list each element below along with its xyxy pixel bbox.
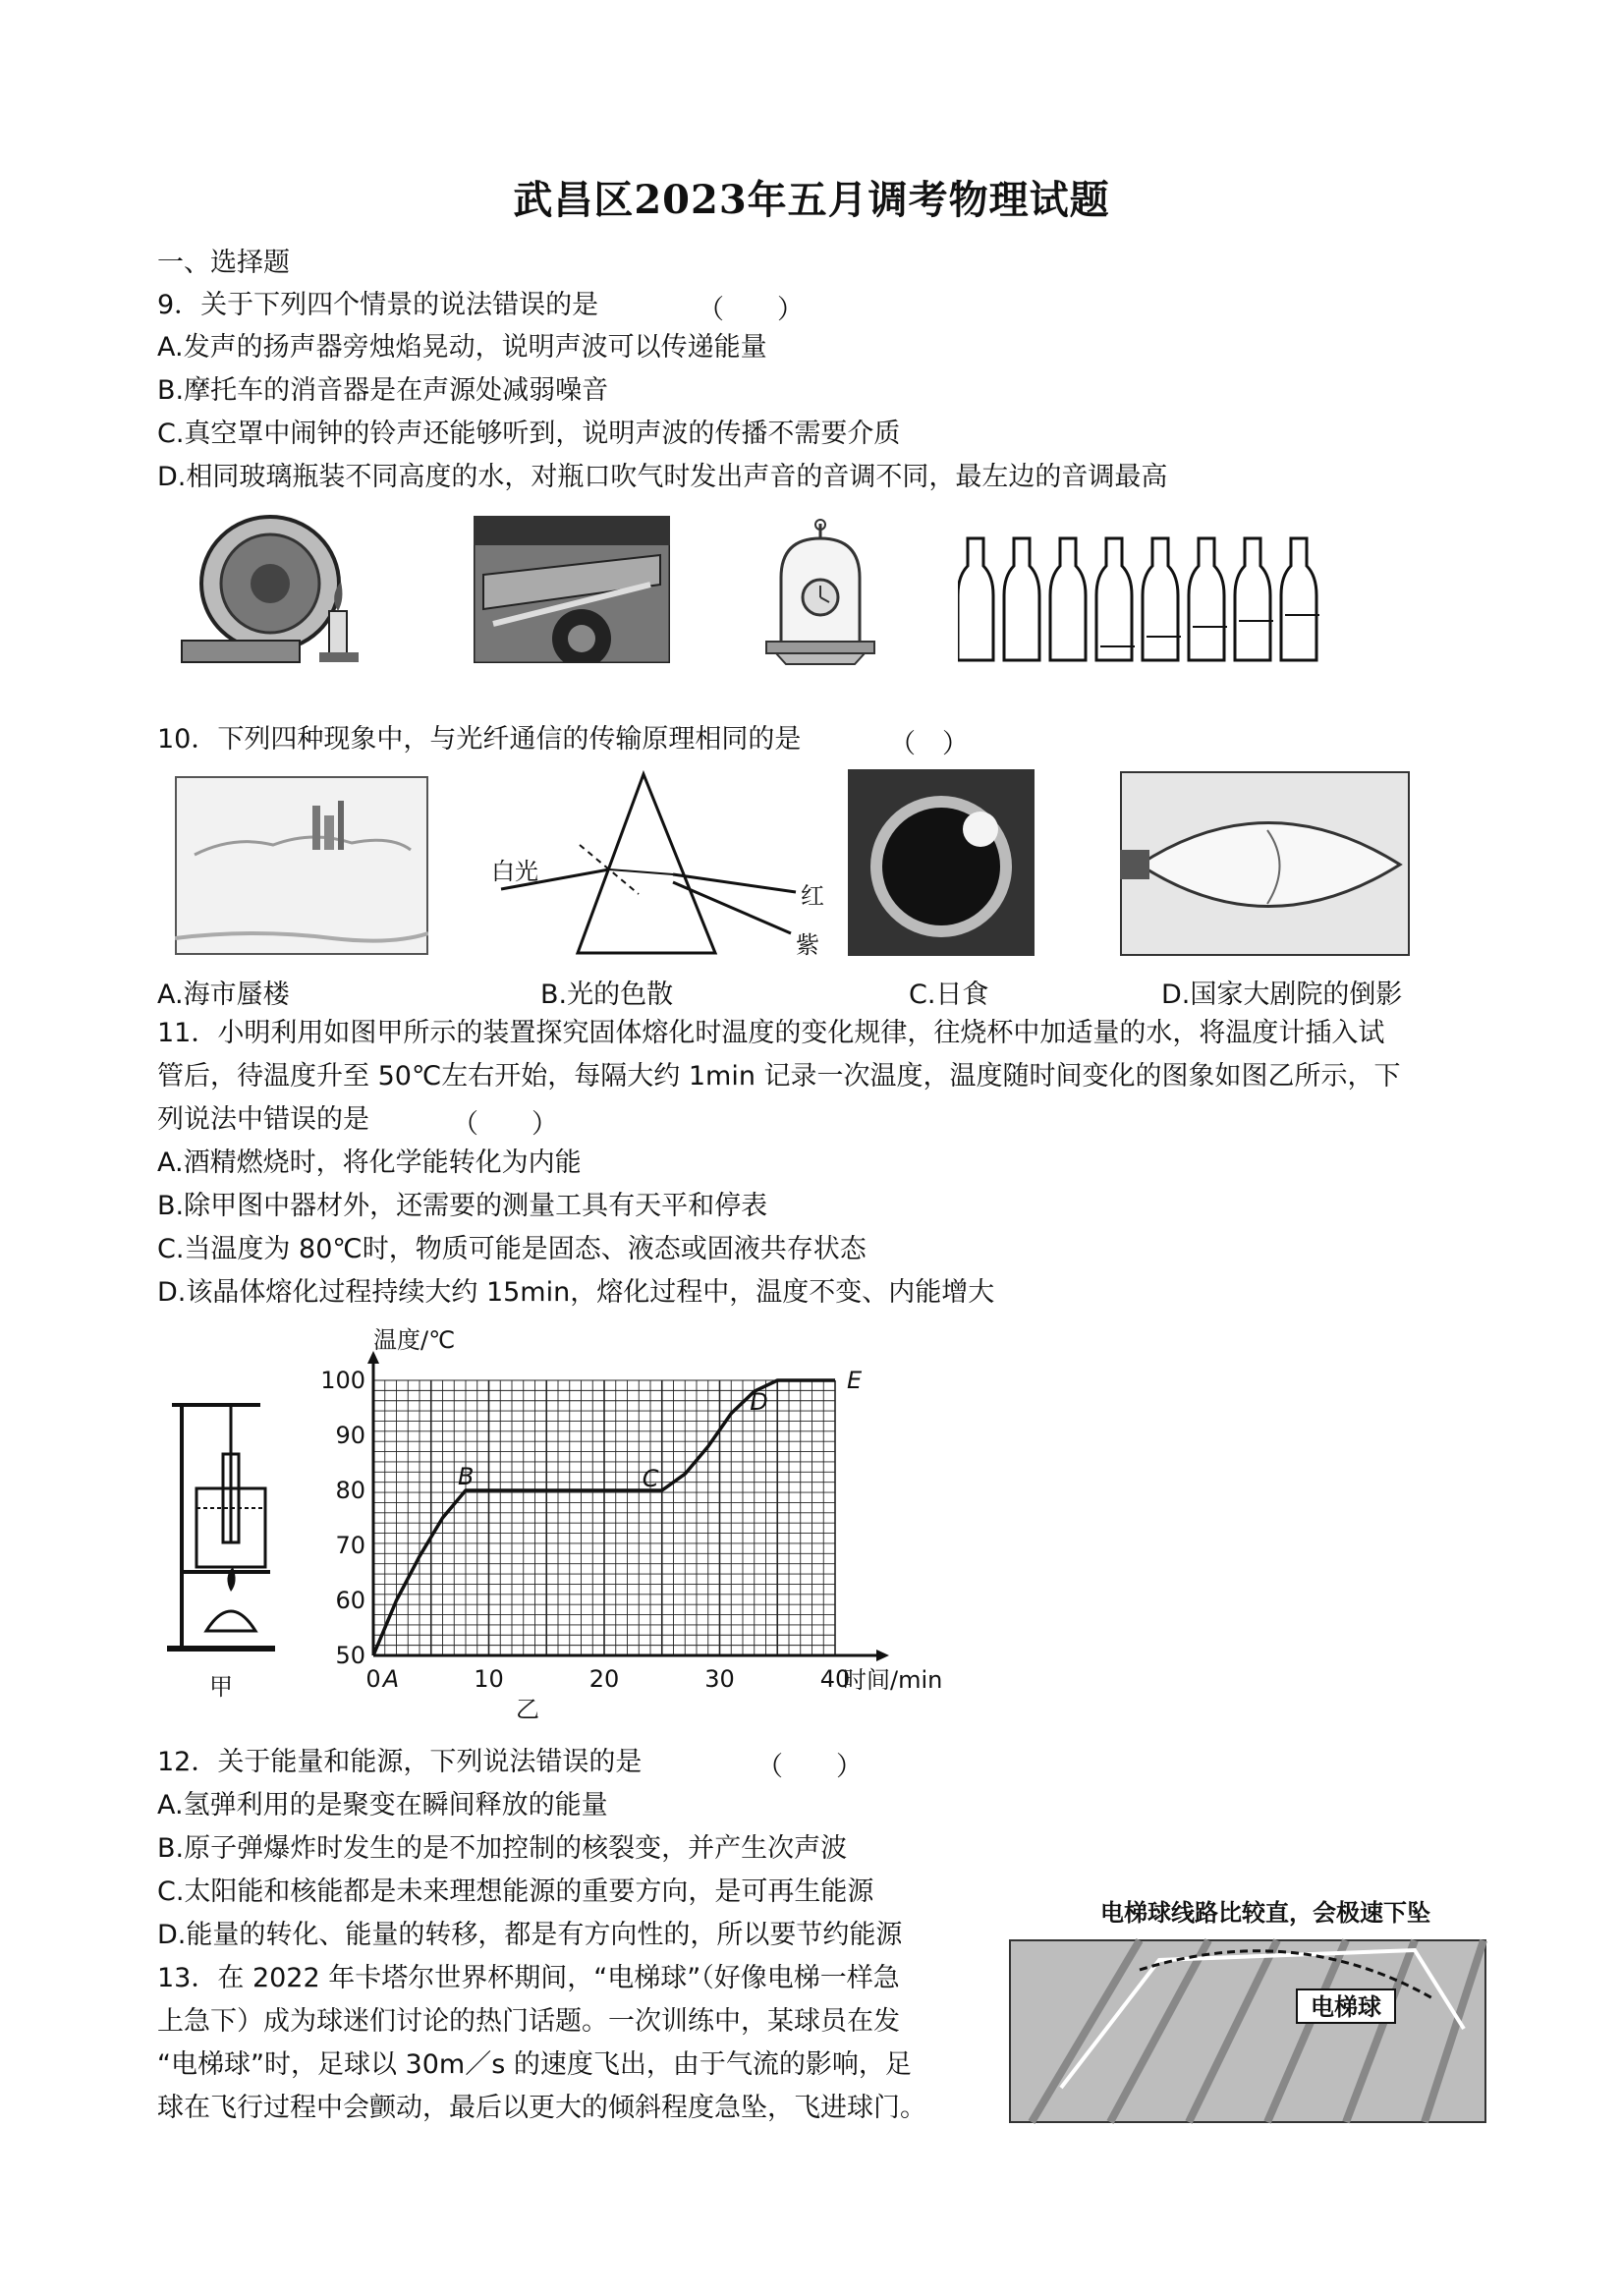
- q12-stem: 12．关于能量和能源，下列说法错误的是: [157, 1747, 643, 1777]
- q13-line-3: “电梯球”时，足球以 30m／s 的速度飞出，由于气流的影响，足: [157, 2049, 912, 2080]
- q10-answer-paren: （ ）: [889, 729, 969, 759]
- speaker-candle-figure: [172, 513, 378, 670]
- q13-line-4: 球在飞行过程中会颤动，最后以更大的倾斜程度急坠，飞进球门。: [157, 2093, 926, 2123]
- mirage-figure: [175, 776, 428, 955]
- q12-option-b: B.原子弹爆炸时发生的是不加控制的核裂变，并产生次声波: [157, 1833, 848, 1864]
- y-tick-label: 70: [335, 1532, 365, 1559]
- x-tick-label: 0: [365, 1665, 381, 1693]
- prism-dispersion-figure: [481, 766, 835, 963]
- q10-caption-d: D.国家大剧院的倒影: [1161, 980, 1403, 1010]
- q11-option-a: A.酒精燃烧时，将化学能转化为内能: [157, 1148, 582, 1178]
- y-tick-label: 100: [320, 1367, 365, 1394]
- q9-option-d: D.相同玻璃瓶装不同高度的水，对瓶口吹气时发出声音的音调不同，最左边的音调最高: [157, 462, 1168, 492]
- water-bottles-figure: [958, 531, 1326, 668]
- temperature-time-chart: [305, 1326, 973, 1719]
- q12-answer-paren: （ ）: [756, 1752, 863, 1782]
- section-heading: 一、选择题: [157, 248, 290, 278]
- q9-option-c: C.真空罩中闹钟的铃声还能够听到，说明声波的传播不需要介质: [157, 419, 901, 449]
- origin-point-label: A: [382, 1665, 400, 1693]
- q13-line-1: 13．在 2022 年卡塔尔世界杯期间，“电梯球”（好像电梯一样急: [157, 1963, 900, 1993]
- solar-eclipse-figure: [847, 768, 1035, 957]
- elevator-ball-caption: 电梯球线路比较直，会极速下坠: [1100, 1899, 1430, 1927]
- elevator-ball-figure: [1002, 1891, 1493, 2127]
- y-tick-label: 80: [335, 1477, 365, 1504]
- point-label-d: D: [750, 1388, 768, 1416]
- point-label-b: B: [458, 1463, 475, 1490]
- q11-option-d: D.该晶体熔化过程持续大约 15min，熔化过程中，温度不变、内能增大: [157, 1277, 995, 1308]
- fig-jia-label: 甲: [209, 1673, 233, 1700]
- q11-stem-line-1: 11．小明利用如图甲所示的装置探究固体熔化时温度的变化规律，往烧杯中加适量的水，将温度计插入试: [157, 1018, 1385, 1048]
- q10-caption-b: B.光的色散: [540, 980, 674, 1010]
- page-title: 武昌区2023年五月调考物理试题: [513, 177, 1110, 223]
- vacuum-bell-jar-figure: [756, 519, 884, 666]
- q9-option-b: B.摩托车的消音器是在声源处减弱噪音: [157, 375, 609, 406]
- x-tick-label: 10: [474, 1665, 504, 1693]
- q9-stem: 9．关于下列四个情景的说法错误的是: [157, 290, 599, 320]
- q11-stem-line-3: 列说法中错误的是: [157, 1104, 369, 1135]
- x-tick-label: 30: [704, 1665, 735, 1693]
- y-tick-label: 50: [335, 1642, 365, 1669]
- q10-caption-c: C.日食: [909, 980, 989, 1010]
- q11-option-c: C.当温度为 80℃时，物质可能是固态、液态或固液共存状态: [157, 1234, 867, 1264]
- theater-reflection-figure: [1120, 771, 1410, 956]
- elevator-ball-label: 电梯球: [1311, 1993, 1381, 2021]
- q11-option-b: B.除甲图中器材外，还需要的测量工具有天平和停表: [157, 1191, 768, 1221]
- fig-yi-label: 乙: [516, 1696, 539, 1719]
- q10-caption-a: A.海市蜃楼: [157, 980, 290, 1010]
- q11-stem-line-2: 管后，待温度升至 50℃左右开始，每隔大约 1min 记录一次温度，温度随时间变化的图象如图乙所示，下: [157, 1061, 1401, 1092]
- q9-answer-paren: （ ）: [698, 295, 804, 325]
- point-label-c: C: [642, 1465, 659, 1492]
- melting-apparatus-figure: [162, 1395, 280, 1700]
- motorcycle-muffler-figure: [474, 516, 670, 663]
- prism-violet-label: 紫: [796, 931, 819, 959]
- chart-x-axis-label: 时间/min: [843, 1666, 943, 1694]
- y-tick-label: 60: [335, 1587, 365, 1614]
- q10-stem: 10．下列四种现象中，与光纤通信的传输原理相同的是: [157, 724, 802, 755]
- q11-answer-paren: （ ）: [452, 1109, 558, 1140]
- y-tick-label: 90: [335, 1422, 365, 1449]
- q9-option-a: A.发声的扬声器旁烛焰晃动，说明声波可以传递能量: [157, 332, 767, 363]
- q12-option-a: A.氢弹利用的是聚变在瞬间释放的能量: [157, 1790, 608, 1820]
- q12-option-c: C.太阳能和核能都是未来理想能源的重要方向，是可再生能源: [157, 1876, 874, 1907]
- chart-y-axis-label: 温度/℃: [373, 1326, 456, 1354]
- x-tick-label: 20: [588, 1665, 620, 1693]
- point-label-e: E: [847, 1367, 863, 1394]
- q13-line-2: 上急下）成为球迷们讨论的热门话题。一次训练中，某球员在发: [157, 2006, 900, 2037]
- prism-white-light-label: 白光: [491, 858, 538, 885]
- q12-option-d: D.能量的转化、能量的转移，都是有方向性的，所以要节约能源: [157, 1920, 903, 1950]
- x-tick-label: 40: [819, 1665, 851, 1693]
- prism-red-label: 红: [801, 882, 824, 910]
